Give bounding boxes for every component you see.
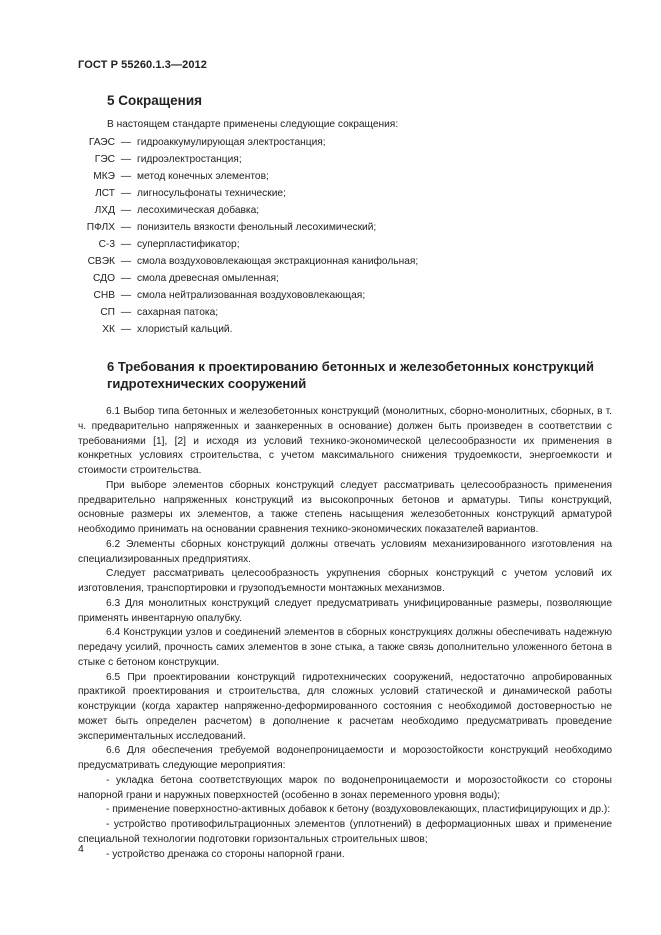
abbreviation-item <box>70 134 510 151</box>
abbreviation-term: МКЭ <box>93 171 115 182</box>
body-paragraph: 6.2 Элементы сборных конструкций должны отвечать условиям механизированного изготовления на специализированных предприятиях. <box>78 538 612 565</box>
abbreviation-term: СП <box>100 307 115 318</box>
abbreviation-definition: гидроаккумулирующая электростанция; <box>137 137 326 148</box>
page-number: 4 <box>78 843 84 855</box>
abbreviation-dash: — <box>120 239 132 250</box>
abbreviation-term: С-3 <box>98 239 115 250</box>
body-paragraph: 6.5 При проектировании конструкций гидротехнических сооружений, недостаточно апробированных практикой проектирования и строительства, для сложных условий статической и динамической работы конструкции (когда характер напряженно-деформированного состояния с необходимой достоверностью не может быть определен расчетом) в дополнение к расчетам необходимо предусматривать проведение экспериментальных исследований. <box>78 671 612 742</box>
section-5-title: 5 Сокращения <box>107 93 202 108</box>
abbreviation-term: ХК <box>102 324 115 335</box>
abbreviation-item <box>70 202 510 219</box>
abbreviation-dash: — <box>120 256 132 267</box>
abbreviation-item <box>70 236 510 253</box>
body-paragraph: 6.4 Конструкции узлов и соединений элементов в сборных конструкциях должны обеспечивать надежную передачу усилий, прочность самих элементов в зоне стыка, а также связь дополнительно уложенного бетона в стыке с бетоном конструкции. <box>78 627 612 668</box>
abbreviation-dash: — <box>120 324 132 335</box>
abbreviation-definition: понизитель вязкости фенольный лесохимический; <box>137 222 377 233</box>
abbreviation-term: ЛХД <box>94 205 115 216</box>
body-paragraph: При выборе элементов сборных конструкций следует рассматривать целесообразность применения предварительно напряженных конструкций из высокопрочных бетонов и арматуры. Типы конструкций, основные размеры их элементов, а также степень насыщения железобетонных конструкций арматурой необходимо принимать на основании сравнения технико-экономических показателей вариантов. <box>78 479 612 535</box>
abbreviation-dash: — <box>120 205 132 216</box>
document-header: ГОСТ Р 55260.1.3—2012 <box>78 59 207 71</box>
abbreviation-term: СНВ <box>93 290 115 301</box>
abbreviation-item <box>70 168 510 185</box>
abbreviation-dash: — <box>120 188 132 199</box>
body-paragraph: - применение поверхностно-активных добавок к бетону (воздухововлекающих, пластифицирующих и др.): <box>106 804 611 816</box>
abbreviation-item <box>70 304 510 321</box>
body-paragraph: 6.6 Для обеспечения требуемой водонепроницаемости и морозостойкости конструкций необходимо предусматривать следующие мероприятия: <box>78 745 612 771</box>
abbreviation-definition: лесохимическая добавка; <box>137 205 260 216</box>
abbreviation-dash: — <box>120 307 132 318</box>
abbreviation-definition: сахарная патока; <box>137 307 219 318</box>
abbreviation-term: ЛСТ <box>95 188 115 199</box>
abbreviation-item <box>70 321 510 338</box>
section-5-intro: В настоящем стандарте применены следующие сокращения: <box>107 119 399 130</box>
abbreviation-definition: смола нейтрализованная воздухововлекающая; <box>137 290 366 301</box>
abbreviation-dash: — <box>120 171 132 182</box>
body-paragraph: 6.1 Выбор типа бетонных и железобетонных конструкций (монолитных, сборно-монолитных, сборных, в т. ч. предварительно напряженных и заанкеренных в основание) должен быть произведен в соответствии с требованиями [1], [2] и исходя из условий технико-экономической целесообразности их применения в конкретных условиях строительства, с учетом максимального снижения трудоемкости, энергоемкости и стоимости строительства. <box>78 406 612 476</box>
abbreviation-definition: суперпластификатор; <box>137 239 240 250</box>
section-6-title: 6 Требования к проектированию бетонных и железобетонных конструкций гидротехнических сооружений <box>107 359 595 391</box>
abbreviation-item <box>70 219 510 236</box>
abbreviation-item <box>70 253 510 270</box>
abbreviation-dash: — <box>120 154 132 165</box>
abbreviation-definition: смола воздухововлекающая экстракционная канифольная; <box>137 256 419 267</box>
abbreviation-term: ПФЛХ <box>86 222 115 233</box>
abbreviation-dash: — <box>120 137 132 148</box>
body-paragraph: - устройство дренажа со стороны напорной грани. <box>106 848 345 860</box>
abbreviation-definition: метод конечных элементов; <box>137 171 269 182</box>
body-paragraph: - укладка бетона соответствующих марок по водонепроницаемости и морозостойкости со стороны напорной грани и наружных поверхностей (особенно в зонах переменного уровня воды); <box>78 774 612 801</box>
abbreviation-definition: лигносульфонаты технические; <box>137 188 286 199</box>
abbreviation-item <box>70 287 510 304</box>
abbreviation-dash: — <box>120 222 132 233</box>
abbreviation-term: ГЭС <box>94 154 115 165</box>
abbreviation-definition: гидроэлектростанция; <box>137 154 242 165</box>
section-6-body <box>78 405 612 862</box>
abbreviation-item <box>70 270 510 287</box>
abbreviation-item <box>70 151 510 168</box>
abbreviation-definition: хлористый кальций. <box>137 324 233 335</box>
abbreviation-item <box>70 185 510 202</box>
body-paragraph: Следует рассматривать целесообразность укрупнения сборных конструкций с учетом условий их изготовления, транспортировки и грузоподъемности монтажных механизмов. <box>78 568 612 594</box>
abbreviation-term: ГАЭС <box>88 137 115 148</box>
abbreviation-term: СДО <box>93 273 115 284</box>
abbreviation-term: СВЭК <box>87 256 115 267</box>
abbreviation-dash: — <box>120 290 132 301</box>
body-paragraph: 6.3 Для монолитных конструкций следует предусматривать унифицированные размеры, позволяющие применять инвентарную опалубку. <box>78 597 612 624</box>
abbreviation-definition: смола древесная омыленная; <box>137 273 279 284</box>
abbreviation-dash: — <box>120 273 132 284</box>
abbreviation-list <box>70 134 510 338</box>
body-paragraph: - устройство противофильтрационных элементов (уплотнений) в деформационных швах и применение специальной технологии подготовки горизонтальных строительных швов; <box>78 819 612 845</box>
